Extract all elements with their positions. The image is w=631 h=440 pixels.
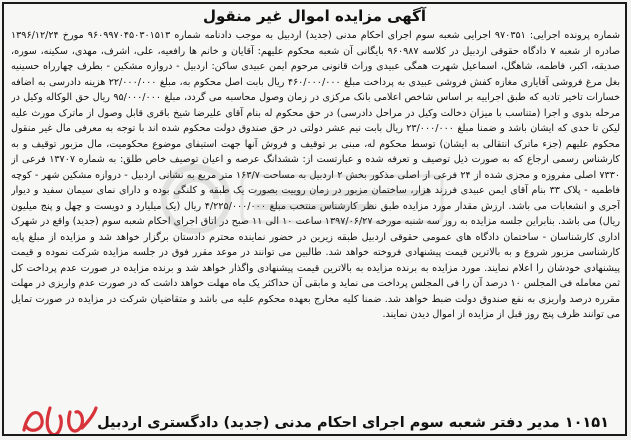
notice-title: آگهی مزایده اموال غیر منقول xyxy=(202,7,427,25)
issuer-signature-line: ۱۰۱۵۱ مدیر دفتر شعبه سوم اجرای احکام مدنی (جدید) دادگستری اردبیل xyxy=(97,415,609,431)
notice-footer xyxy=(4,412,625,436)
auction-notice xyxy=(2,2,627,436)
handwritten-number-mark xyxy=(16,400,102,436)
notice-body: شماره پرونده اجرایی: ۹۷۰۳۵۱ اجرایی شعبه سوم اجرای احکام مدنی (جدید) اردبیل به موجب دادنامه شماره ۹۶۰۹۹۷۰۴۵۰۳۰۱۵۱۳ مورخ ۱۳۹۶/۱۲/۲۴ صادره از شعبه ۷ دادگاه حقوقی اردبیل در کلاسه ۹۶۰۹۸۷ بایگانی آن شعبه محکوم علیهم: آقایان و خانم ها رافعیه، علی، اشرف، مهدی، سکینه، سوره، صدیقه، اکبر، فاطمه، شاهگل، اسماعیل شهرت همگی عبیدی وراث قانونی مرحوم ایمن عبیدی ساکن: اردبیل - دروازه مشکین - بطرف چهارراه حسینیه بغل مرغ فروشی آقایاری مغازه کفش فروشی عبیدی به پرداخت مبلغ ۴۶۰/۰۰۰/۰۰۰ ریال بابت اصل محکوم به، مبلغ ۲۲/۰۰۰/۰۰۰ هزینه دادرسی به اضافه خسارات تاخیر تادیه که طبق اجراییه بر اساس شاخص اعلامی بانک مرکزی در زمان وصول محاسبه می گردد، مبلغ ۹۵/۰۰۰/۰۰۰ ریال حق الوکاله وکیل در مرحله بدوی و اجرا (متناسب با میزان دخالت وکیل در مراحل دادرسی) در حق محکوم له بنام آقای علیرضا شیخ باقری قابل وصول از ماترک مورث علیه لیکن تا حدی که ایشان باشد و ضمنا مبلغ ۲۳/۰۰۰/۰۰۰ ریال بابت نیم عشر دولتی در حق صندوق دولت محکوم شده اند با توجه به معرفی مال غیر منقول محکوم علیهم (جزء ماترک انتقالی به ایشان) توسط محکوم له، مبنی بر توقیف و فروش آنها جهت استیفای موضوع محکومیت، مال مزبور توقیف و به کارشناس رسمی ارجاع که به صورت ذیل توصیف و تعرفه شده و عبارتست از: ششدانگ عرصه و اعیان توصیف خاص طلق: به شماره ۱۳۷۰۷ فرعی از ۷۳۳۰ اصلی مفروزه و مجزی شده از ۲۴ فرعی از اصلی مذکور بخش ۲ اردبیل به مساحت ۱۶۳/۷ متر مربع به نشانی اردبیل - دروازه مشکین شهر - کوچه فاطمیه - پلاک ۳۳ بنام آقای ایمن عبیدی فرزند هزار، ساختمان مزبور در زمان روییت بصورت یک طبقه و کلنگی بوده و دارای نمای سیمان سفید و دیوار آجری و انشعابات می باشد. ارزش مقدار مورد مزایده طبق نظر کارشناس منتخب مبلغ ۴/۲۲۵/۰۰۰/۰۰۰ ریال (یک میلیارد و دویست و چهل و پنج میلیون ریال) می باشد. بنابراین جلسه مزایده به روز سه شنبه مورخه ۱۳۹۷/۰۶/۲۷ ساعت ۱۰ الی ۱۱ صبح در اتاق اجرای احکام شعبه سوم (جدید) واقع در شهرک اداری کارشناسان - ساختمان دادگاه های عمومی حقوقی اردبیل طبقه زیرین در حضور نماینده محترم دادستان برگزار خواهد شد و مزایده از مبلغ پایه کارشناسی مزبور شروع و به بالاترین قیمت پیشنهادی فروخته خواهد شد. طالبین می توانند در موعد مقرر فوق در جلسه مزایده شرکت نموده و قیمت پیشنهادی خودشان را اعلام نمایند. مورد مزایده به برنده مزایده به بالاترین قیمت پیشنهادی واگذار خواهد شد و برنده مزایده در صورت عدم پرداخت کل ثمن معامله فی المجلس ۱۰ درصد آن را فی المجلس پرداخت می نماید و مابقی آن حداکثر یک ماه مهلت خواهد داشت که در صورت عدم واریزی در مهلت مقرره درصد واریزی به نفع صندوق دولت ضبط خواهد شد. ضمنا کلیه مخارج بعهده محکوم علیه می باشد و متقاضیان شرکت در مزایده در صورت تمایل می توانند ظرف پنج روز قبل از مزایده از اموال دیدن نمایند. xyxy=(11,30,620,320)
